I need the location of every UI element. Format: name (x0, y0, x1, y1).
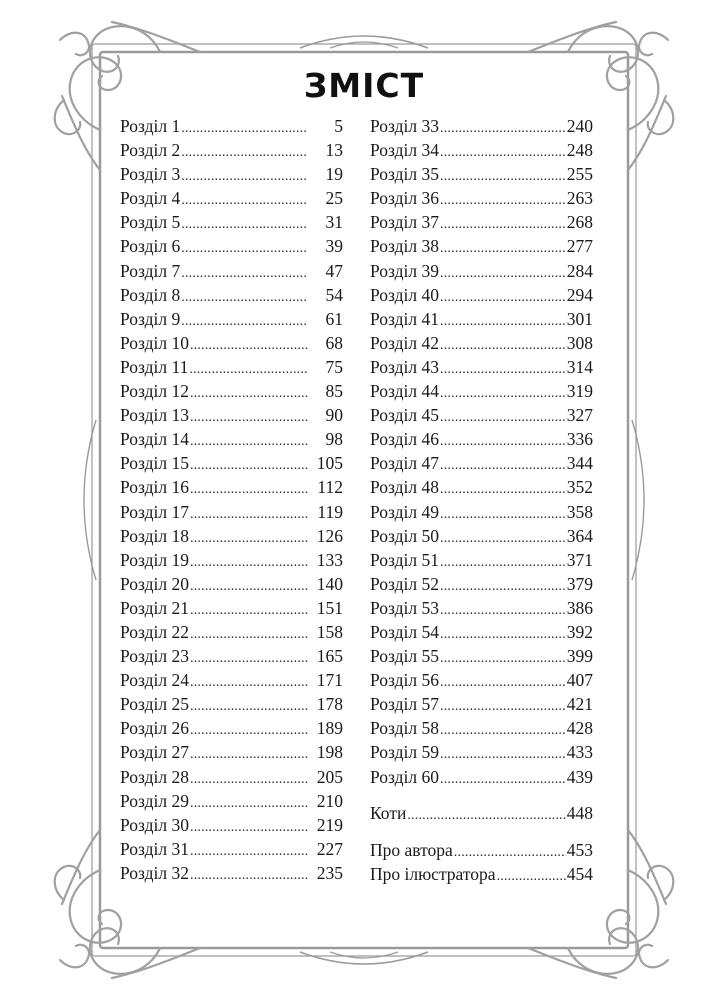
dot-leader (440, 695, 566, 719)
toc-entry (370, 283, 593, 307)
toc-entry-label: Розділ 15 (120, 453, 190, 474)
toc-entry-page: 75 (325, 356, 343, 377)
dot-leader (440, 599, 566, 623)
toc-entry (120, 740, 343, 764)
toc-entry-label: Розділ 37 (370, 212, 440, 233)
toc-entry-label: Розділ 23 (120, 646, 190, 667)
toc-entry-page: 31 (325, 212, 343, 233)
toc-entry-label: Розділ 46 (370, 429, 440, 450)
toc-entry (120, 307, 343, 331)
dot-leader (440, 286, 566, 310)
toc-entry-page: 433 (566, 742, 593, 763)
dot-leader (440, 310, 566, 334)
toc-entry-page: 5 (334, 116, 343, 136)
toc-entry-label: Розділ 47 (370, 453, 440, 474)
dot-leader (190, 575, 308, 599)
toc-entry-label: Розділ 44 (370, 381, 440, 402)
toc-entry-label: Розділ 41 (370, 308, 440, 329)
dot-leader (190, 478, 308, 502)
toc-entry-page: 178 (316, 694, 343, 715)
toc-entry-label: Розділ 56 (370, 670, 440, 691)
toc-entry (120, 572, 343, 596)
dot-leader (190, 599, 308, 623)
toc-entry-label: Розділ 7 (120, 260, 181, 281)
toc-entry-label: Розділ 29 (120, 790, 190, 811)
toc-entry-label: Розділ 24 (120, 670, 190, 691)
toc-entry-page: 248 (566, 140, 593, 161)
toc-entry (370, 572, 593, 596)
dot-leader (181, 237, 308, 261)
toc-entry-page: 227 (316, 838, 343, 859)
dot-leader (181, 117, 308, 141)
toc-entry (120, 620, 343, 644)
toc-right-column (370, 114, 593, 886)
dot-leader (440, 406, 566, 430)
toc-entry-page: 171 (316, 670, 343, 691)
toc-entry-label: Розділ 55 (370, 646, 440, 667)
dot-leader (181, 141, 308, 165)
toc-entry (120, 331, 343, 355)
toc-entry (370, 548, 593, 572)
toc-entry-page: 358 (566, 501, 593, 522)
toc-entry-page: 119 (317, 501, 343, 522)
toc-entry (120, 500, 343, 524)
dot-leader (190, 695, 308, 719)
dot-leader (190, 334, 308, 358)
toc-entry (120, 259, 343, 283)
toc-entry-page: 277 (566, 236, 593, 257)
toc-entry (370, 186, 593, 210)
dot-leader (440, 719, 566, 743)
toc-entry-label: Розділ 40 (370, 284, 440, 305)
toc-entry-label: Розділ 8 (120, 284, 181, 305)
toc-entry-label: Розділ 1 (120, 116, 181, 136)
toc-entry-label: Розділ 4 (120, 188, 181, 209)
toc-entry (120, 475, 343, 499)
toc-entry-label: Розділ 36 (370, 188, 440, 209)
toc-entry-label: Розділ 16 (120, 477, 190, 498)
dot-leader (181, 310, 308, 334)
dot-leader (497, 865, 566, 889)
toc-entry (370, 838, 593, 862)
dot-leader (440, 454, 566, 478)
toc-entry-page: 98 (325, 429, 343, 450)
dot-leader (190, 864, 308, 888)
toc-left-column (120, 114, 343, 885)
toc-entry (370, 500, 593, 524)
toc-entry (120, 427, 343, 451)
toc-entry-label: Розділ 5 (120, 212, 181, 233)
toc-entry-page: 165 (316, 646, 343, 667)
toc-entry (370, 620, 593, 644)
toc-entry (120, 644, 343, 668)
toc-entry (120, 861, 343, 885)
toc-entry (120, 813, 343, 837)
dot-leader (440, 237, 566, 261)
toc-entry-page: 105 (316, 453, 343, 474)
toc-entry-label: Розділ 13 (120, 405, 190, 426)
toc-entry-page: 379 (566, 573, 593, 594)
toc-entry-page: 344 (566, 453, 593, 474)
toc-entry (370, 379, 593, 403)
toc-entry-label: Коти (370, 802, 407, 823)
toc-entry-page: 268 (566, 212, 593, 233)
toc-entry-label: Розділ 48 (370, 477, 440, 498)
dot-leader (190, 719, 308, 743)
toc-entry (370, 331, 593, 355)
toc-entry-label: Розділ 54 (370, 621, 440, 642)
toc-entry-label: Розділ 49 (370, 501, 440, 522)
toc-entry-page: 439 (566, 766, 593, 787)
toc-entry (370, 596, 593, 620)
toc-entry (120, 524, 343, 548)
toc-entry-label: Розділ 53 (370, 597, 440, 618)
dot-leader (181, 262, 308, 286)
toc-entry-page: 399 (566, 646, 593, 667)
toc-entry-label: Розділ 43 (370, 356, 440, 377)
dot-leader (440, 478, 566, 502)
toc-entry-label: Розділ 17 (120, 501, 190, 522)
toc-entry (120, 692, 343, 716)
toc-entry (370, 524, 593, 548)
toc-entry-label: Розділ 27 (120, 742, 190, 763)
dot-leader (190, 816, 308, 840)
dot-leader (440, 117, 566, 141)
toc-entry-label: Розділ 32 (120, 862, 190, 883)
toc-entry-page: 158 (316, 621, 343, 642)
dot-leader (190, 768, 308, 792)
toc-entry-label: Про автора (370, 839, 453, 860)
toc-entry-page: 235 (316, 862, 343, 883)
toc-entry-label: Розділ 9 (120, 308, 181, 329)
toc-entry-label: Розділ 42 (370, 332, 440, 353)
toc-entry-label: Розділ 60 (370, 766, 440, 787)
toc-entry-page: 61 (325, 308, 343, 329)
toc-entry-label: Розділ 20 (120, 573, 190, 594)
toc-entry-label: Розділ 39 (370, 260, 440, 281)
toc-entry-page: 210 (316, 790, 343, 811)
toc-entry-page: 428 (566, 718, 593, 739)
dot-leader (440, 575, 566, 599)
toc-entry-page: 112 (317, 477, 343, 498)
toc-entry-label: Розділ 11 (120, 356, 189, 377)
toc-entry-page: 386 (566, 597, 593, 618)
toc-entry-page: 319 (566, 381, 593, 402)
dot-leader (190, 527, 308, 551)
toc-entry-label: Розділ 35 (370, 164, 440, 185)
toc-entry-page: 352 (566, 477, 593, 498)
toc-entry (370, 475, 593, 499)
toc-entry (120, 283, 343, 307)
toc-entry-label: Розділ 34 (370, 140, 440, 161)
toc-entry-page: 47 (325, 260, 343, 281)
toc-entry-label: Розділ 2 (120, 140, 181, 161)
toc-entry (370, 162, 593, 186)
toc-entry-page: 301 (566, 308, 593, 329)
toc-entry (120, 379, 343, 403)
toc-entry-page: 205 (316, 766, 343, 787)
dot-leader (440, 358, 566, 382)
toc-entry (120, 596, 343, 620)
toc-entry (120, 716, 343, 740)
dot-leader (190, 792, 308, 816)
toc-entry (370, 355, 593, 379)
toc-entry-page: 255 (566, 164, 593, 185)
dot-leader (440, 213, 566, 237)
dot-leader (190, 503, 308, 527)
toc-entry (120, 789, 343, 813)
toc-entry (370, 716, 593, 740)
toc-entry-label: Розділ 26 (120, 718, 190, 739)
toc-entry-label: Про ілюстратора (370, 863, 496, 884)
toc-entry-page: 392 (566, 621, 593, 642)
toc-entry-page: 13 (325, 140, 343, 161)
toc-entry-label: Розділ 51 (370, 549, 440, 570)
toc-entry-label: Розділ 52 (370, 573, 440, 594)
dot-leader (440, 647, 566, 671)
toc-entry-label: Розділ 19 (120, 549, 190, 570)
toc-entry-label: Розділ 25 (120, 694, 190, 715)
toc-entry-label: Розділ 38 (370, 236, 440, 257)
toc-entry (370, 668, 593, 692)
dot-leader (181, 165, 308, 189)
toc-entry (120, 403, 343, 427)
dot-leader (190, 623, 308, 647)
toc-entry-page: 294 (566, 284, 593, 305)
toc-entry-page: 448 (566, 802, 593, 823)
toc-entry-page: 133 (316, 549, 343, 570)
toc-entry (370, 801, 593, 825)
dot-leader (189, 358, 308, 382)
toc-entry-page: 284 (566, 260, 593, 281)
dot-leader (190, 743, 308, 767)
toc-entry (370, 862, 593, 886)
toc-entry (370, 644, 593, 668)
toc-entry (120, 138, 343, 162)
toc-entry-label: Розділ 57 (370, 694, 440, 715)
toc-entry-label: Розділ 12 (120, 381, 190, 402)
dot-leader (190, 671, 308, 695)
toc-entry (120, 114, 343, 138)
toc-entry-page: 54 (325, 284, 343, 305)
toc-entry-label: Розділ 31 (120, 838, 190, 859)
toc-entry (120, 210, 343, 234)
toc-entry-label: Розділ 45 (370, 405, 440, 426)
toc-entry (120, 451, 343, 475)
toc-entry-page: 19 (325, 164, 343, 185)
toc-entry-page: 240 (566, 116, 593, 136)
toc-entry (370, 234, 593, 258)
toc-entry-label: Розділ 3 (120, 164, 181, 185)
toc-entry-page: 314 (566, 356, 593, 377)
toc-entry (370, 403, 593, 427)
toc-entry-label: Розділ 21 (120, 597, 190, 618)
toc-entry (370, 307, 593, 331)
toc-entry-page: 219 (316, 814, 343, 835)
toc-entry-label: Розділ 50 (370, 525, 440, 546)
toc-entry-page: 68 (325, 332, 343, 353)
toc-entry (370, 259, 593, 283)
toc-entry-label: Розділ 30 (120, 814, 190, 835)
dot-leader (440, 189, 566, 213)
toc-entry (120, 234, 343, 258)
toc-entry-label: Розділ 58 (370, 718, 440, 739)
toc-entry-page: 421 (566, 694, 593, 715)
toc-entry-page: 371 (566, 549, 593, 570)
toc-entry (120, 668, 343, 692)
dot-leader (181, 189, 308, 213)
toc-entry-label: Розділ 6 (120, 236, 181, 257)
dot-leader (190, 454, 308, 478)
toc-entry (370, 210, 593, 234)
toc-entry-page: 25 (325, 188, 343, 209)
page-title: ЗМІСТ (303, 66, 425, 105)
dot-leader (440, 551, 566, 575)
toc-entry (370, 765, 593, 789)
toc-entry-label: Розділ 18 (120, 525, 190, 546)
dot-leader (440, 671, 566, 695)
toc-entry-page: 407 (566, 670, 593, 691)
toc-entry-page: 126 (316, 525, 343, 546)
dot-leader (440, 768, 566, 792)
toc-entry (120, 186, 343, 210)
toc-entry-label: Розділ 59 (370, 742, 440, 763)
toc-entry-page: 151 (316, 597, 343, 618)
toc-entry-page: 140 (316, 573, 343, 594)
toc-entry-page: 364 (566, 525, 593, 546)
dot-leader (407, 804, 565, 828)
toc-entry-label: Розділ 22 (120, 621, 190, 642)
toc-entry (120, 162, 343, 186)
toc-entry (370, 740, 593, 764)
toc-entry-label: Розділ 33 (370, 116, 440, 136)
dot-leader (190, 430, 308, 454)
toc-entry-page: 189 (316, 718, 343, 739)
dot-leader (440, 623, 566, 647)
toc-entry (370, 692, 593, 716)
toc-entry-page: 453 (566, 839, 593, 860)
dot-leader (440, 503, 566, 527)
toc-entry-page: 39 (325, 236, 343, 257)
dot-leader (440, 382, 566, 406)
dot-leader (190, 647, 308, 671)
dot-leader (440, 334, 566, 358)
toc-entry-label: Розділ 10 (120, 332, 190, 353)
toc-entry-page: 454 (566, 863, 593, 884)
toc-entry (120, 548, 343, 572)
toc-entry-label: Розділ 14 (120, 429, 190, 450)
dot-leader (440, 743, 566, 767)
dot-leader (440, 141, 566, 165)
dot-leader (190, 406, 308, 430)
toc-entry (370, 427, 593, 451)
toc-entry (120, 765, 343, 789)
toc-entry (120, 837, 343, 861)
toc-entry-page: 198 (316, 742, 343, 763)
toc-entry-page: 90 (325, 405, 343, 426)
dot-leader (190, 840, 308, 864)
dot-leader (440, 527, 566, 551)
toc-entry-page: 336 (566, 429, 593, 450)
toc-entry-page: 308 (566, 332, 593, 353)
toc-entry (370, 451, 593, 475)
toc-entry (120, 355, 343, 379)
dot-leader (440, 262, 566, 286)
dot-leader (440, 430, 566, 454)
dot-leader (190, 382, 308, 406)
toc-entry-page: 263 (566, 188, 593, 209)
toc-entry (370, 138, 593, 162)
dot-leader (181, 213, 308, 237)
dot-leader (440, 165, 566, 189)
dot-leader (190, 551, 308, 575)
toc-entry-page: 327 (566, 405, 593, 426)
toc-entry (370, 114, 593, 138)
dot-leader (181, 286, 308, 310)
toc-entry-label: Розділ 28 (120, 766, 190, 787)
toc-entry-page: 85 (325, 381, 343, 402)
